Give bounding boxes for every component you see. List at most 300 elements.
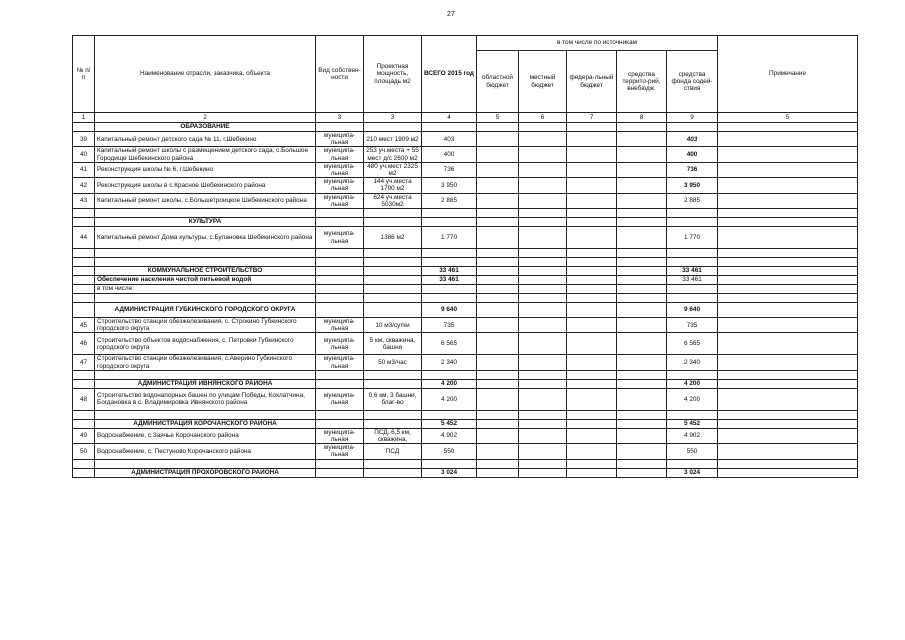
empty-cell bbox=[617, 209, 667, 218]
row-number: 50 bbox=[73, 444, 95, 459]
territorial-funds bbox=[617, 123, 667, 132]
row-number bbox=[73, 303, 95, 318]
table-row bbox=[73, 267, 858, 276]
row-number bbox=[73, 419, 95, 428]
table-row bbox=[73, 276, 858, 285]
federal-budget bbox=[567, 218, 617, 227]
empty-cell bbox=[422, 209, 477, 218]
territorial-funds bbox=[617, 218, 667, 227]
fund-assistance: 6 565 bbox=[667, 333, 718, 355]
territorial-funds bbox=[617, 388, 667, 410]
empty-cell bbox=[617, 370, 667, 379]
empty-cell bbox=[477, 209, 519, 218]
ownership bbox=[316, 285, 364, 294]
fund-assistance: 550 bbox=[667, 444, 718, 459]
regional-budget bbox=[477, 178, 519, 193]
ownership bbox=[316, 123, 364, 132]
empty-cell bbox=[667, 209, 718, 218]
empty-cell bbox=[364, 249, 422, 258]
fund-assistance: 2 340 bbox=[667, 355, 718, 370]
empty-cell bbox=[422, 459, 477, 468]
federal-budget bbox=[567, 355, 617, 370]
capacity: 50 м3/час bbox=[364, 355, 422, 370]
ownership bbox=[316, 218, 364, 227]
capacity: 144 уч.места 1700 м2 bbox=[364, 178, 422, 193]
territorial-funds bbox=[617, 285, 667, 294]
capacity: 624 уч.места 5030м2 bbox=[364, 193, 422, 208]
regional-budget bbox=[477, 132, 519, 147]
object-name: Строительство станции обезжелезивания, с.Аверино Губкинского городского округа bbox=[95, 355, 316, 370]
territorial-funds bbox=[617, 147, 667, 162]
object-name: Водоснабжение, с. Пестуново Корочанского района bbox=[95, 444, 316, 459]
federal-budget bbox=[567, 468, 617, 477]
ownership: муниципа-льная bbox=[316, 355, 364, 370]
ownership: муниципа-льная bbox=[316, 388, 364, 410]
empty-cell bbox=[567, 410, 617, 419]
table-row bbox=[73, 132, 858, 147]
territorial-funds bbox=[617, 267, 667, 276]
fund-assistance: 4 200 bbox=[667, 379, 718, 388]
section-title: КУЛЬТУРА bbox=[95, 218, 316, 227]
section-title: КОММУНАЛЬНОЕ СТРОИТЕЛЬСТВО bbox=[95, 267, 316, 276]
fund-assistance: 400 bbox=[667, 147, 718, 162]
budget-table bbox=[72, 35, 858, 478]
ownership: муниципа-льная bbox=[316, 318, 364, 333]
table-row bbox=[73, 258, 858, 267]
total-2015 bbox=[422, 218, 477, 227]
total-2015: 33 461 bbox=[422, 267, 477, 276]
capacity bbox=[364, 285, 422, 294]
column-number: 9 bbox=[667, 113, 718, 123]
local-budget bbox=[519, 162, 567, 177]
local-budget bbox=[519, 444, 567, 459]
local-budget bbox=[519, 318, 567, 333]
local-budget bbox=[519, 419, 567, 428]
federal-budget bbox=[567, 267, 617, 276]
table-row bbox=[73, 303, 858, 318]
table-row bbox=[73, 227, 858, 249]
empty-cell bbox=[667, 294, 718, 303]
row-number bbox=[73, 276, 95, 285]
fund-assistance: 33 461 bbox=[667, 276, 718, 285]
page-number: 27 bbox=[447, 11, 455, 18]
federal-budget bbox=[567, 444, 617, 459]
federal-budget bbox=[567, 333, 617, 355]
empty-cell bbox=[422, 370, 477, 379]
header-ownership: Вид собствен-ности bbox=[316, 36, 364, 113]
territorial-funds bbox=[617, 379, 667, 388]
regional-budget bbox=[477, 162, 519, 177]
ownership: муниципа-льная bbox=[316, 444, 364, 459]
note bbox=[718, 218, 858, 227]
capacity bbox=[364, 123, 422, 132]
note bbox=[718, 178, 858, 193]
federal-budget bbox=[567, 379, 617, 388]
note bbox=[718, 303, 858, 318]
capacity: ПСД, 6,5 км, скважина, bbox=[364, 428, 422, 443]
local-budget bbox=[519, 178, 567, 193]
fund-assistance bbox=[667, 285, 718, 294]
capacity: 480 уч.мест 2325 м2 bbox=[364, 162, 422, 177]
header-regional: областной бюджет bbox=[477, 51, 519, 113]
empty-cell bbox=[519, 209, 567, 218]
row-number: 48 bbox=[73, 388, 95, 410]
empty-cell bbox=[316, 459, 364, 468]
empty-cell bbox=[718, 294, 858, 303]
local-budget bbox=[519, 123, 567, 132]
row-number bbox=[73, 285, 95, 294]
federal-budget bbox=[567, 147, 617, 162]
empty-cell bbox=[519, 249, 567, 258]
column-number: 3 bbox=[364, 113, 422, 123]
table-row bbox=[73, 318, 858, 333]
empty-cell bbox=[477, 459, 519, 468]
local-budget bbox=[519, 333, 567, 355]
local-budget bbox=[519, 428, 567, 443]
regional-budget bbox=[477, 227, 519, 249]
table-row bbox=[73, 178, 858, 193]
object-name: Строительство станции обезжелезивания, с. Строкино Губкинского городского округа bbox=[95, 318, 316, 333]
regional-budget bbox=[477, 379, 519, 388]
regional-budget bbox=[477, 444, 519, 459]
column-number: 5 bbox=[718, 113, 858, 123]
territorial-funds bbox=[617, 303, 667, 318]
empty-cell bbox=[718, 459, 858, 468]
empty-cell bbox=[477, 410, 519, 419]
regional-budget bbox=[477, 333, 519, 355]
empty-cell bbox=[316, 209, 364, 218]
federal-budget bbox=[567, 318, 617, 333]
empty-cell bbox=[95, 410, 316, 419]
empty-cell bbox=[567, 370, 617, 379]
empty-cell bbox=[73, 258, 95, 267]
table-row bbox=[73, 193, 858, 208]
regional-budget bbox=[477, 218, 519, 227]
total-2015: 2 340 bbox=[422, 355, 477, 370]
section-title: ОБРАЗОВАНИЕ bbox=[95, 123, 316, 132]
empty-cell bbox=[477, 258, 519, 267]
regional-budget bbox=[477, 147, 519, 162]
empty-cell bbox=[617, 459, 667, 468]
territorial-funds bbox=[617, 428, 667, 443]
territorial-funds bbox=[617, 318, 667, 333]
regional-budget bbox=[477, 428, 519, 443]
fund-assistance: 3 024 bbox=[667, 468, 718, 477]
row-number: 43 bbox=[73, 193, 95, 208]
empty-cell bbox=[667, 410, 718, 419]
note-text: в том числе: bbox=[95, 285, 316, 294]
table-row bbox=[73, 249, 858, 258]
empty-cell bbox=[422, 249, 477, 258]
federal-budget bbox=[567, 227, 617, 249]
empty-cell bbox=[617, 410, 667, 419]
federal-budget bbox=[567, 193, 617, 208]
header-sources-group: в том числе по источникам bbox=[477, 36, 718, 51]
header-num: № п/п bbox=[73, 36, 95, 113]
column-number: 8 bbox=[617, 113, 667, 123]
federal-budget bbox=[567, 178, 617, 193]
total-2015: 550 bbox=[422, 444, 477, 459]
local-budget bbox=[519, 303, 567, 318]
row-number: 49 bbox=[73, 428, 95, 443]
table-row bbox=[73, 468, 858, 477]
capacity bbox=[364, 468, 422, 477]
header-total: ВСЕГО 2015 год bbox=[422, 36, 477, 113]
note bbox=[718, 147, 858, 162]
capacity bbox=[364, 267, 422, 276]
ownership bbox=[316, 468, 364, 477]
row-number bbox=[73, 267, 95, 276]
object-name: Капитальный ремонт Дома культуры, с.Булановка Шебекинского района bbox=[95, 227, 316, 249]
total-2015: 6 565 bbox=[422, 333, 477, 355]
total-2015: 4 200 bbox=[422, 379, 477, 388]
empty-cell bbox=[519, 370, 567, 379]
table-row bbox=[73, 355, 858, 370]
capacity: 0,6 км, 3 башни, благ-во bbox=[364, 388, 422, 410]
capacity: 253 уч.места + 55 мест д/с 2600 м2 bbox=[364, 147, 422, 162]
territorial-funds bbox=[617, 162, 667, 177]
empty-cell bbox=[567, 294, 617, 303]
note bbox=[718, 355, 858, 370]
header-note: Примечание bbox=[718, 36, 858, 113]
territorial-funds bbox=[617, 227, 667, 249]
row-number: 39 bbox=[73, 132, 95, 147]
local-budget bbox=[519, 132, 567, 147]
federal-budget bbox=[567, 428, 617, 443]
table-row bbox=[73, 162, 858, 177]
empty-cell bbox=[718, 410, 858, 419]
empty-cell bbox=[316, 258, 364, 267]
fund-assistance: 403 bbox=[667, 132, 718, 147]
section-title: Обеспечение населения чистой питьевой водой bbox=[95, 276, 316, 285]
empty-cell bbox=[519, 258, 567, 267]
territorial-funds bbox=[617, 276, 667, 285]
object-name: Реконструкция школы в с.Красное Шебекинского района bbox=[95, 178, 316, 193]
table-row bbox=[73, 294, 858, 303]
note bbox=[718, 419, 858, 428]
empty-cell bbox=[667, 249, 718, 258]
federal-budget bbox=[567, 162, 617, 177]
empty-cell bbox=[364, 209, 422, 218]
object-name: Капитальный ремонт детского сада № 11, г.Шебекино bbox=[95, 132, 316, 147]
regional-budget bbox=[477, 468, 519, 477]
empty-cell bbox=[95, 370, 316, 379]
total-2015: 736 bbox=[422, 162, 477, 177]
note bbox=[718, 267, 858, 276]
empty-cell bbox=[422, 294, 477, 303]
empty-cell bbox=[316, 370, 364, 379]
capacity bbox=[364, 303, 422, 318]
note bbox=[718, 276, 858, 285]
note bbox=[718, 388, 858, 410]
regional-budget bbox=[477, 193, 519, 208]
empty-cell bbox=[477, 249, 519, 258]
header-fund: средства фонда содей-ствия bbox=[667, 51, 718, 113]
total-2015: 3 024 bbox=[422, 468, 477, 477]
federal-budget bbox=[567, 132, 617, 147]
empty-cell bbox=[718, 209, 858, 218]
total-2015: 5 452 bbox=[422, 419, 477, 428]
territorial-funds bbox=[617, 468, 667, 477]
empty-cell bbox=[667, 258, 718, 267]
column-number-row bbox=[73, 113, 858, 123]
regional-budget bbox=[477, 419, 519, 428]
empty-cell bbox=[364, 459, 422, 468]
header-name: Наименование отрасли, заказчика, объекта bbox=[95, 36, 316, 113]
object-name: Водоснабжение, с.Заячье Корочанского района bbox=[95, 428, 316, 443]
section-title: АДМИНИСТРАЦИЯ ПРОХОРОВСКОГО РАЙОНА bbox=[95, 468, 316, 477]
ownership bbox=[316, 267, 364, 276]
table-row bbox=[73, 218, 858, 227]
column-number: 1 bbox=[73, 113, 95, 123]
header-capacity: Проектная мощность, площадь м2 bbox=[364, 36, 422, 113]
empty-cell bbox=[73, 410, 95, 419]
empty-cell bbox=[316, 410, 364, 419]
table-row bbox=[73, 333, 858, 355]
empty-cell bbox=[95, 249, 316, 258]
federal-budget bbox=[567, 276, 617, 285]
object-name: Строительство водонапорных башен по улицам Победы, Кохлатчина, Богдановка в с. Владимировка Ивнянского района bbox=[95, 388, 316, 410]
local-budget bbox=[519, 285, 567, 294]
empty-cell bbox=[477, 294, 519, 303]
federal-budget bbox=[567, 419, 617, 428]
row-number bbox=[73, 468, 95, 477]
row-number bbox=[73, 123, 95, 132]
fund-assistance: 5 452 bbox=[667, 419, 718, 428]
capacity bbox=[364, 276, 422, 285]
section-title: АДМИНИСТРАЦИЯ ГУБКИНСКОГО ГОРОДСКОГО ОКРУГА bbox=[95, 303, 316, 318]
fund-assistance: 33 461 bbox=[667, 267, 718, 276]
column-number: 7 bbox=[567, 113, 617, 123]
header-territorial: средства террито-рий, внебюдж. bbox=[617, 51, 667, 113]
empty-cell bbox=[95, 294, 316, 303]
territorial-funds bbox=[617, 178, 667, 193]
empty-cell bbox=[519, 294, 567, 303]
empty-cell bbox=[567, 209, 617, 218]
column-number: 4 bbox=[422, 113, 477, 123]
note bbox=[718, 468, 858, 477]
empty-cell bbox=[519, 410, 567, 419]
regional-budget bbox=[477, 267, 519, 276]
table-row bbox=[73, 428, 858, 443]
column-number: 3 bbox=[316, 113, 364, 123]
row-number: 44 bbox=[73, 227, 95, 249]
header-federal: федера-льный бюджет bbox=[567, 51, 617, 113]
federal-budget bbox=[567, 303, 617, 318]
capacity: 210 мест 1909 м2 bbox=[364, 132, 422, 147]
empty-cell bbox=[73, 249, 95, 258]
territorial-funds bbox=[617, 355, 667, 370]
column-number: 6 bbox=[519, 113, 567, 123]
ownership: муниципа-льная bbox=[316, 162, 364, 177]
local-budget bbox=[519, 193, 567, 208]
regional-budget bbox=[477, 123, 519, 132]
object-name: Капитальный ремонт школы с размещением детского сада, с.Большое Городище Шебекинского района bbox=[95, 147, 316, 162]
total-2015: 33 461 bbox=[422, 276, 477, 285]
total-2015 bbox=[422, 285, 477, 294]
capacity bbox=[364, 379, 422, 388]
table-row bbox=[73, 419, 858, 428]
fund-assistance: 1 770 bbox=[667, 227, 718, 249]
total-2015: 2 885 bbox=[422, 193, 477, 208]
section-title: АДМИНИСТРАЦИЯ КОРОЧАНСКОГО РАЙОНА bbox=[95, 419, 316, 428]
empty-cell bbox=[718, 370, 858, 379]
empty-cell bbox=[95, 459, 316, 468]
total-2015: 1 770 bbox=[422, 227, 477, 249]
fund-assistance: 2 885 bbox=[667, 193, 718, 208]
row-number: 42 bbox=[73, 178, 95, 193]
total-2015: 400 bbox=[422, 147, 477, 162]
local-budget bbox=[519, 267, 567, 276]
note bbox=[718, 162, 858, 177]
empty-cell bbox=[95, 209, 316, 218]
ownership: муниципа-льная bbox=[316, 428, 364, 443]
empty-cell bbox=[617, 258, 667, 267]
territorial-funds bbox=[617, 333, 667, 355]
table-body bbox=[73, 123, 858, 478]
table-row bbox=[73, 370, 858, 379]
empty-cell bbox=[73, 370, 95, 379]
fund-assistance: 736 bbox=[667, 162, 718, 177]
object-name: Строительство объектов водоснабжения, с. Петровки Губкинского городского округа bbox=[95, 333, 316, 355]
ownership: муниципа-льная bbox=[316, 333, 364, 355]
fund-assistance: 4 200 bbox=[667, 388, 718, 410]
empty-cell bbox=[316, 294, 364, 303]
row-number bbox=[73, 379, 95, 388]
empty-cell bbox=[95, 258, 316, 267]
territorial-funds bbox=[617, 419, 667, 428]
table-row bbox=[73, 410, 858, 419]
local-budget bbox=[519, 379, 567, 388]
empty-cell bbox=[519, 459, 567, 468]
empty-cell bbox=[364, 258, 422, 267]
table-row bbox=[73, 459, 858, 468]
capacity bbox=[364, 419, 422, 428]
ownership: муниципа-льная bbox=[316, 147, 364, 162]
empty-cell bbox=[73, 459, 95, 468]
local-budget bbox=[519, 276, 567, 285]
column-number: 2 bbox=[95, 113, 316, 123]
row-number: 47 bbox=[73, 355, 95, 370]
local-budget bbox=[519, 218, 567, 227]
row-number: 45 bbox=[73, 318, 95, 333]
object-name: Реконструкция школы № 6, г.Шебекино bbox=[95, 162, 316, 177]
fund-assistance bbox=[667, 123, 718, 132]
note bbox=[718, 193, 858, 208]
empty-cell bbox=[364, 410, 422, 419]
row-number: 46 bbox=[73, 333, 95, 355]
empty-cell bbox=[73, 209, 95, 218]
regional-budget bbox=[477, 276, 519, 285]
note bbox=[718, 318, 858, 333]
ownership: муниципа-льная bbox=[316, 227, 364, 249]
ownership: муниципа-льная bbox=[316, 132, 364, 147]
fund-assistance: 9 640 bbox=[667, 303, 718, 318]
federal-budget bbox=[567, 388, 617, 410]
territorial-funds bbox=[617, 444, 667, 459]
header-local: местный бюджет bbox=[519, 51, 567, 113]
capacity: 10 м3/сутки bbox=[364, 318, 422, 333]
note bbox=[718, 123, 858, 132]
capacity bbox=[364, 218, 422, 227]
ownership bbox=[316, 379, 364, 388]
empty-cell bbox=[617, 249, 667, 258]
total-2015: 4 902 bbox=[422, 428, 477, 443]
local-budget bbox=[519, 227, 567, 249]
total-2015: 4 200 bbox=[422, 388, 477, 410]
table-row bbox=[73, 379, 858, 388]
total-2015: 3 950 bbox=[422, 178, 477, 193]
